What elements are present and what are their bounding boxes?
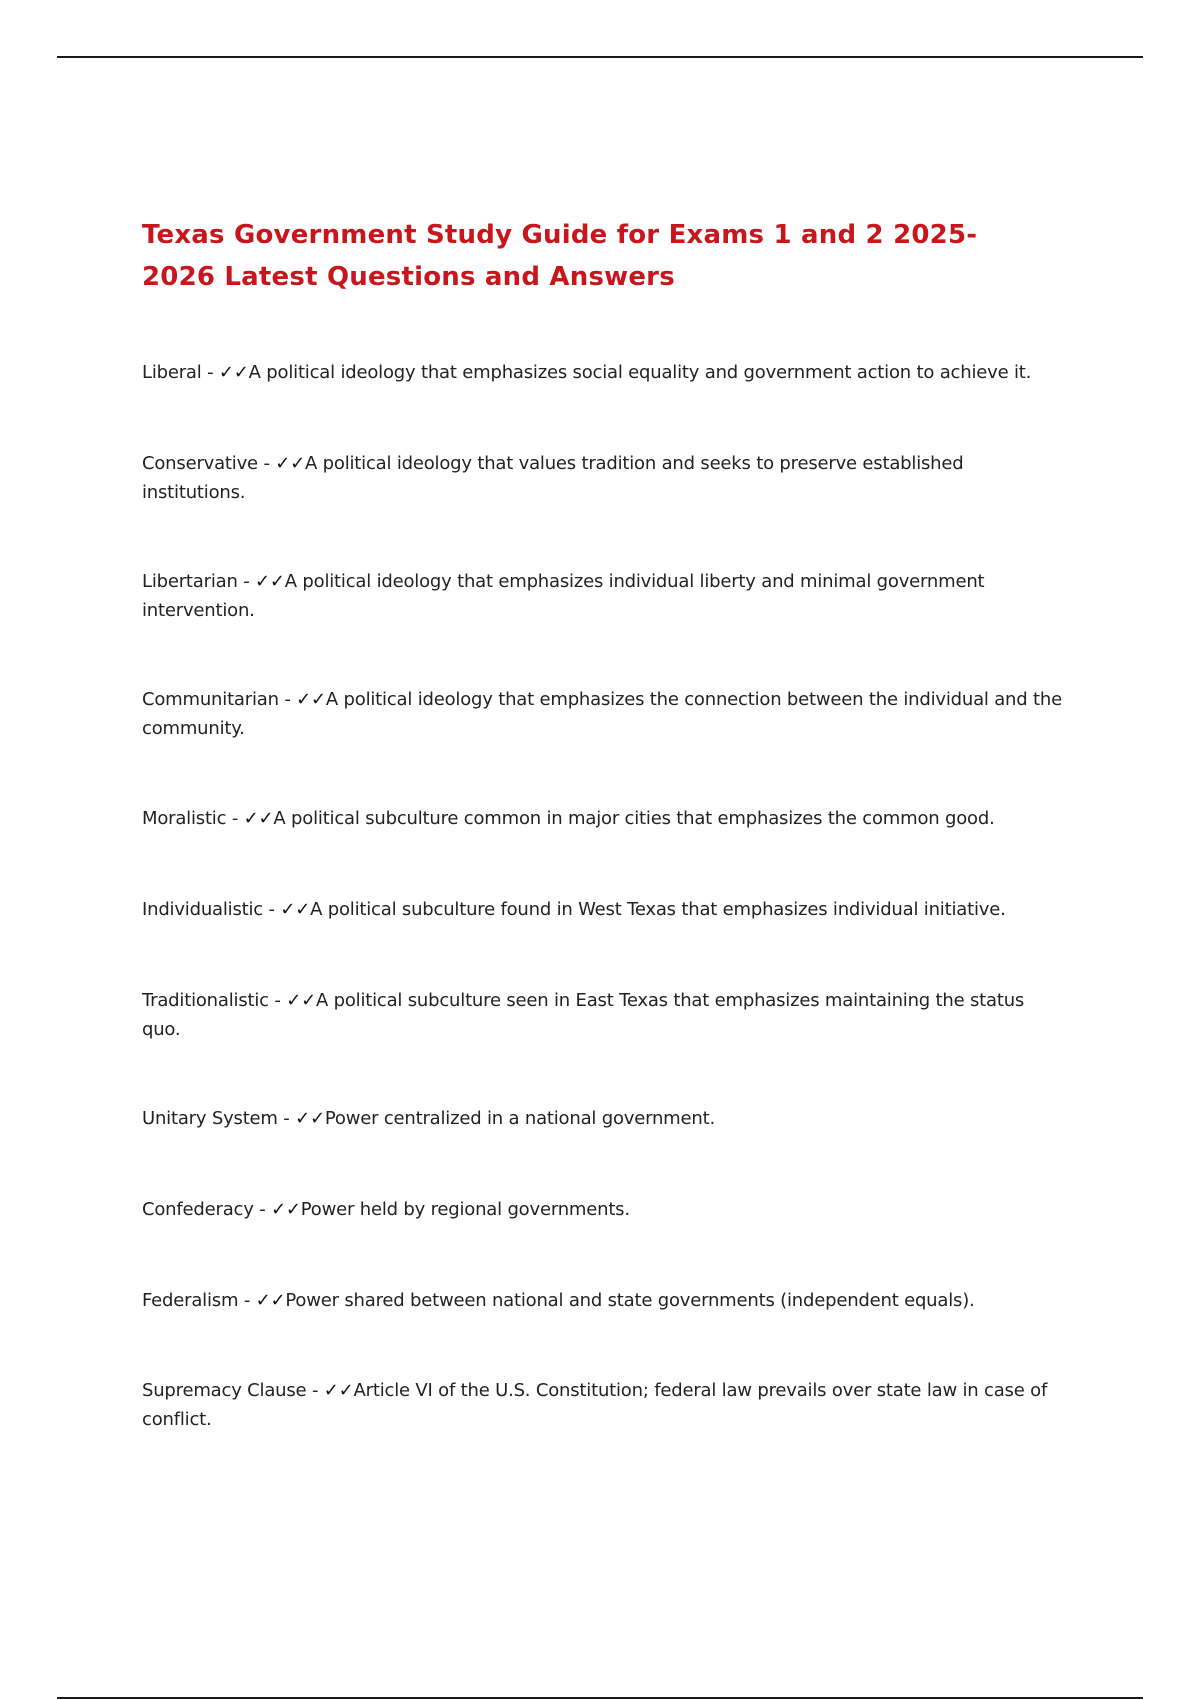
double-check-icon: ✓✓ xyxy=(218,362,249,383)
term-definition: A political ideology that emphasizes social equality and government action to achieve it. xyxy=(248,362,1032,383)
header-rule xyxy=(57,56,1143,58)
term-item xyxy=(142,1104,1062,1133)
term-separator: - xyxy=(201,362,219,383)
term-separator: - xyxy=(268,990,287,1011)
term-item xyxy=(142,567,1062,625)
term-definition: Power centralized in a national government. xyxy=(324,1108,715,1129)
footer-rule xyxy=(57,1697,1143,1699)
double-check-icon: ✓✓ xyxy=(275,453,306,474)
term-name: Libertarian xyxy=(142,571,238,592)
term-separator: - xyxy=(237,571,256,592)
double-check-icon: ✓✓ xyxy=(295,1108,325,1129)
term-name: Federalism xyxy=(142,1290,239,1311)
term-definition: A political ideology that emphasizes the connection between the individual and the community. xyxy=(142,689,1062,739)
double-check-icon: ✓✓ xyxy=(255,1290,286,1311)
double-check-icon: ✓✓ xyxy=(280,899,311,920)
term-separator: - xyxy=(277,1108,296,1129)
term-separator: - xyxy=(278,689,297,710)
term-definition: A political ideology that values tradition and seeks to preserve established institutions. xyxy=(142,453,964,503)
double-check-icon: ✓✓ xyxy=(286,990,316,1011)
double-check-icon: ✓✓ xyxy=(323,1380,354,1401)
double-check-icon: ✓✓ xyxy=(243,808,274,829)
term-name: Communitarian xyxy=(142,689,279,710)
term-item xyxy=(142,986,1062,1044)
term-name: Individualistic xyxy=(142,899,263,920)
term-definition: Power held by regional governments. xyxy=(300,1199,630,1220)
term-item xyxy=(142,1195,1062,1224)
term-name: Unitary System xyxy=(142,1108,278,1129)
term-name: Supremacy Clause xyxy=(142,1380,307,1401)
term-definition: A political ideology that emphasizes individual liberty and minimal government intervention. xyxy=(142,571,985,621)
double-check-icon: ✓✓ xyxy=(255,571,285,592)
term-name: Conservative xyxy=(142,453,258,474)
term-item xyxy=(142,1376,1062,1434)
term-name: Liberal xyxy=(142,362,202,383)
term-definition: A political subculture seen in East Texas that emphasizes maintaining the status quo. xyxy=(142,990,1025,1040)
term-definition: A political subculture common in major cities that emphasizes the common good. xyxy=(273,808,995,829)
term-definition: Power shared between national and state governments (independent equals). xyxy=(285,1290,975,1311)
term-item xyxy=(142,1286,1062,1315)
double-check-icon: ✓✓ xyxy=(271,1199,301,1220)
term-separator: - xyxy=(306,1380,324,1401)
term-item xyxy=(142,804,1062,833)
term-separator: - xyxy=(257,453,276,474)
term-separator: - xyxy=(253,1199,272,1220)
term-item xyxy=(142,449,1062,507)
term-definition: Article VI of the U.S. Constitution; federal law prevails over state law in case of conflict. xyxy=(142,1380,1048,1430)
term-name: Traditionalistic xyxy=(142,990,269,1011)
term-definition: A political subculture found in West Texas that emphasizes individual initiative. xyxy=(310,899,1006,920)
term-item xyxy=(142,358,1062,387)
term-name: Moralistic xyxy=(142,808,227,829)
term-separator: - xyxy=(226,808,244,829)
double-check-icon: ✓✓ xyxy=(296,689,326,710)
term-item xyxy=(142,895,1062,924)
term-name: Confederacy xyxy=(142,1199,254,1220)
term-separator: - xyxy=(263,899,281,920)
term-separator: - xyxy=(238,1290,256,1311)
document-title: Texas Government Study Guide for Exams 1 and 2 2025-2026 Latest Questions and Answers xyxy=(142,220,978,292)
term-item xyxy=(142,685,1062,743)
